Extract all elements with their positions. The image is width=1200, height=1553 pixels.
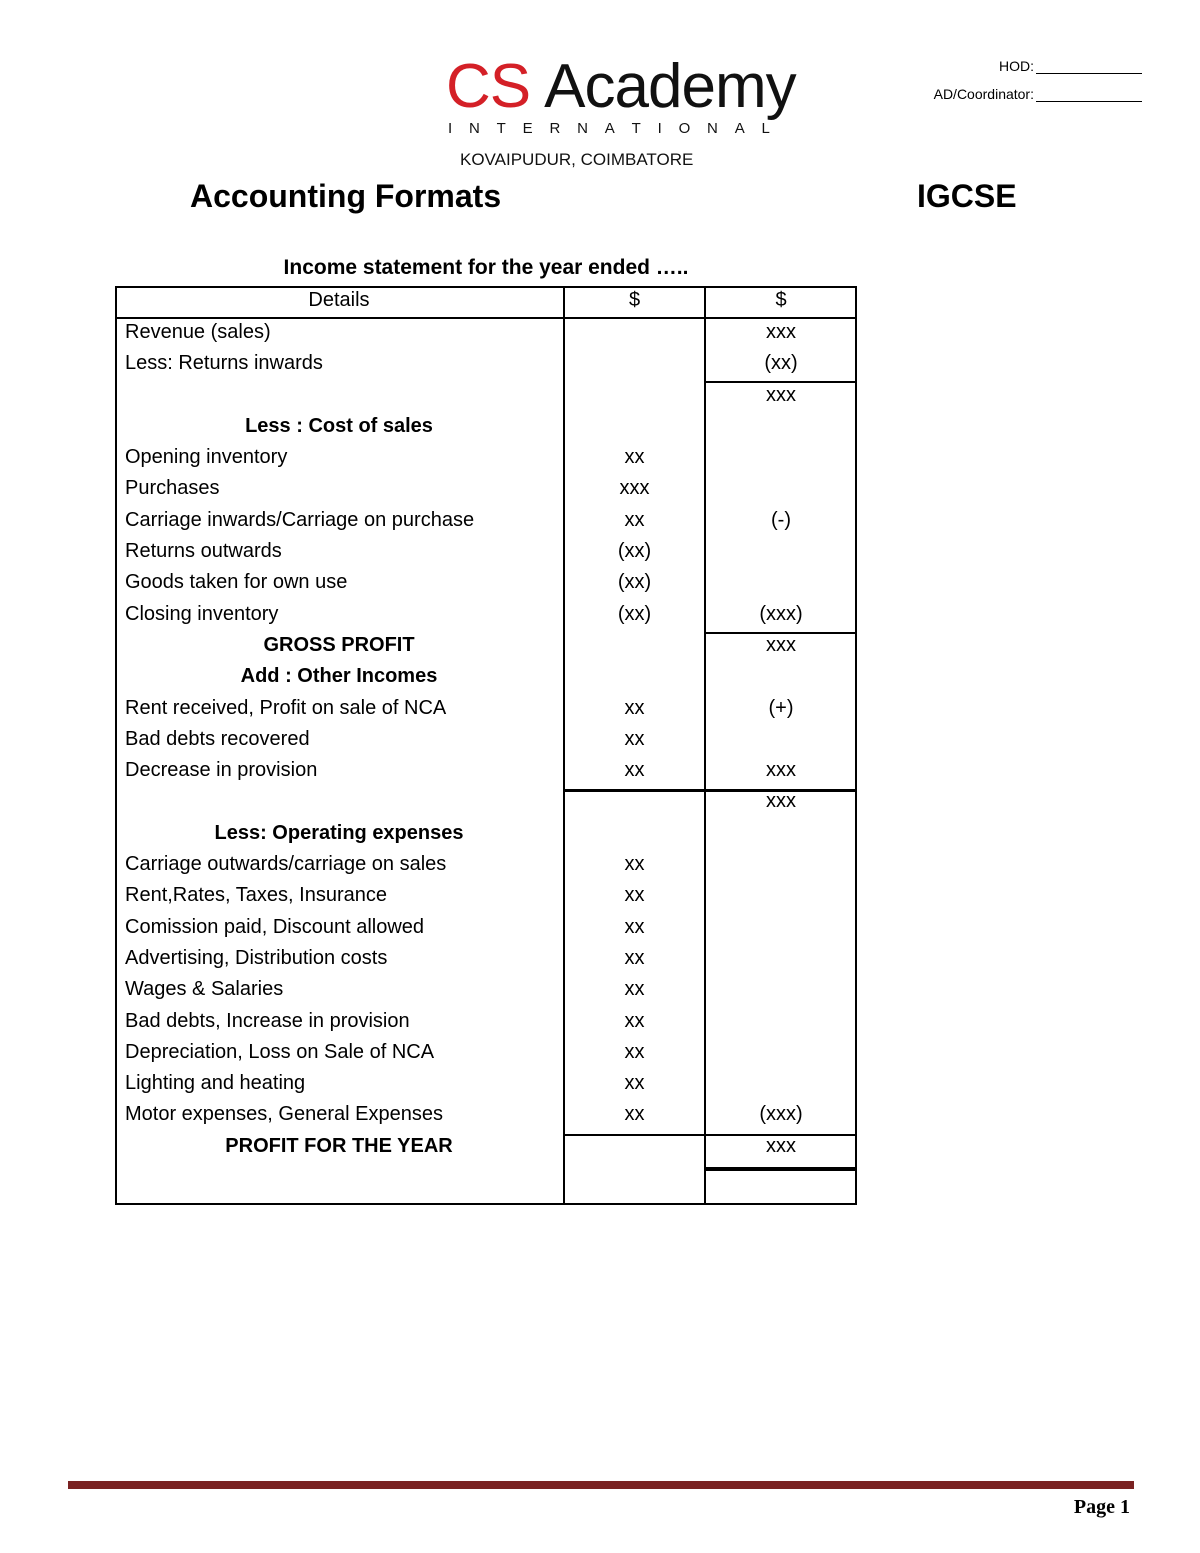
column-header-amount: $ xyxy=(628,289,641,311)
logo-wordmark xyxy=(446,52,796,122)
logo-international-text xyxy=(448,120,770,137)
table-row xyxy=(115,1007,858,1038)
coordinator-label: AD/Coordinator: xyxy=(933,86,1034,102)
row-details: Rent received, Profit on sale of NCA xyxy=(125,696,447,719)
row-details: Opening inventory xyxy=(125,446,288,469)
row-total: (+) xyxy=(768,696,794,719)
coordinator-blank xyxy=(1036,87,1142,102)
row-details: Rent,Rates, Taxes, Insurance xyxy=(125,884,387,907)
logo-letter: N xyxy=(707,120,718,137)
row-details: GROSS PROFIT xyxy=(263,633,415,656)
row-total: xxx xyxy=(766,383,796,406)
school-location: KOVAIPUDUR, COIMBATORE xyxy=(460,150,694,169)
row-amount: xx xyxy=(624,884,645,907)
row-total: xxx xyxy=(766,790,796,813)
document-title: Accounting Formats xyxy=(190,178,502,214)
row-details: Goods taken for own use xyxy=(125,571,348,594)
table-row xyxy=(115,1132,858,1163)
row-total: (-) xyxy=(771,508,791,531)
row-total: (xxx) xyxy=(759,602,803,625)
logo-letter: A xyxy=(604,120,615,137)
hod-signature-line xyxy=(999,58,1142,74)
row-details: Returns outwards xyxy=(125,540,282,563)
row-amount: xx xyxy=(624,915,645,938)
row-details: Bad debts recovered xyxy=(125,727,310,750)
row-details: PROFIT FOR THE YEAR xyxy=(225,1134,453,1157)
table-row xyxy=(115,381,858,412)
row-amount: xx xyxy=(624,946,645,969)
table-row xyxy=(115,506,858,537)
logo-letter: T xyxy=(631,120,641,137)
column-header-details: Details xyxy=(308,289,370,311)
row-details: Motor expenses, General Expenses xyxy=(125,1103,443,1126)
table-row xyxy=(115,349,858,380)
logo-letter: E xyxy=(522,120,533,137)
row-total: (xx) xyxy=(764,352,798,375)
row-details: Wages & Salaries xyxy=(125,978,284,1001)
income-statement-table xyxy=(115,286,858,1205)
table-row xyxy=(115,819,858,850)
row-amount: xx xyxy=(624,696,645,719)
row-amount: (xx) xyxy=(617,571,652,594)
row-total: xxx xyxy=(766,633,796,656)
footer-rule xyxy=(68,1481,1134,1489)
table-row xyxy=(115,975,858,1006)
logo-letter: O xyxy=(678,120,691,137)
statement-title: Income statement for the year ended ….. xyxy=(283,256,689,279)
row-details: Comission paid, Discount allowed xyxy=(125,915,425,938)
logo-letter: N xyxy=(577,120,588,137)
row-amount: xxx xyxy=(619,477,650,500)
table-body xyxy=(115,318,858,1163)
table-row xyxy=(115,850,858,881)
row-amount: (xx) xyxy=(617,602,652,625)
logo-cs-text: CS xyxy=(446,52,531,121)
row-amount: (xx) xyxy=(617,540,652,563)
row-total: (xxx) xyxy=(759,1103,803,1126)
row-details: Less: Operating expenses xyxy=(214,821,464,844)
row-total: xxx xyxy=(766,321,796,343)
logo-letter: A xyxy=(734,120,745,137)
table-row xyxy=(115,662,858,693)
table-row xyxy=(115,318,858,349)
table-row xyxy=(115,725,858,756)
row-total: xxx xyxy=(766,1134,796,1157)
row-details: Carriage inwards/Carriage on purchase xyxy=(125,508,475,531)
table-row xyxy=(115,881,858,912)
logo-letter: R xyxy=(549,120,561,137)
column-header-total: $ xyxy=(775,289,787,311)
school-logo xyxy=(446,52,796,172)
row-details: Less : Cost of sales xyxy=(245,414,433,437)
table-row xyxy=(115,412,858,443)
table-row xyxy=(115,568,858,599)
hod-blank xyxy=(1036,59,1142,74)
row-amount: xx xyxy=(624,759,645,782)
table-row xyxy=(115,694,858,725)
table-row xyxy=(115,756,858,787)
table-row xyxy=(115,600,858,631)
row-details: Add : Other Incomes xyxy=(240,665,438,688)
row-details: Bad debts, Increase in provision xyxy=(125,1009,410,1032)
row-amount: xx xyxy=(624,446,645,469)
total-double-rule xyxy=(704,1167,857,1171)
table-row xyxy=(115,944,858,975)
table-row xyxy=(115,913,858,944)
row-amount: xx xyxy=(624,853,645,876)
table-row xyxy=(115,537,858,568)
hod-label: HOD: xyxy=(999,58,1034,74)
table-row xyxy=(115,443,858,474)
logo-letter: T xyxy=(496,120,506,137)
logo-letter: I xyxy=(448,120,453,137)
row-amount: xx xyxy=(624,1009,645,1032)
logo-academy-text: Academy xyxy=(544,52,796,121)
row-amount: xx xyxy=(624,508,645,531)
table-row xyxy=(115,1069,858,1100)
table-row xyxy=(115,1100,858,1131)
table-row xyxy=(115,1038,858,1069)
row-details: Purchases xyxy=(125,477,220,500)
table-row xyxy=(115,474,858,505)
logo-letter: I xyxy=(657,120,662,137)
row-amount: xx xyxy=(624,1072,645,1095)
row-details: Carriage outwards/carriage on sales xyxy=(125,853,447,876)
row-details: Depreciation, Loss on Sale of NCA xyxy=(125,1040,435,1063)
row-amount: xx xyxy=(624,727,645,750)
row-details: Closing inventory xyxy=(125,602,279,625)
row-amount: xx xyxy=(624,1040,645,1063)
row-amount: xx xyxy=(624,978,645,1001)
row-details: Revenue (sales) xyxy=(125,321,271,343)
row-details: Advertising, Distribution costs xyxy=(125,946,388,969)
row-total: xxx xyxy=(766,759,796,782)
page-number: Page 1 xyxy=(1073,1496,1130,1518)
row-details: Lighting and heating xyxy=(125,1072,306,1095)
row-details: Decrease in provision xyxy=(125,759,318,782)
logo-letter: L xyxy=(761,120,770,137)
table-header-row xyxy=(115,286,858,318)
row-details: Less: Returns inwards xyxy=(125,352,323,375)
row-amount: xx xyxy=(624,1103,645,1126)
logo-letter: N xyxy=(468,120,480,137)
table-border-bottom xyxy=(115,1203,857,1205)
coordinator-signature-line xyxy=(934,86,1142,102)
table-row xyxy=(115,787,858,818)
document-level: IGCSE xyxy=(917,178,1017,214)
table-row xyxy=(115,631,858,662)
